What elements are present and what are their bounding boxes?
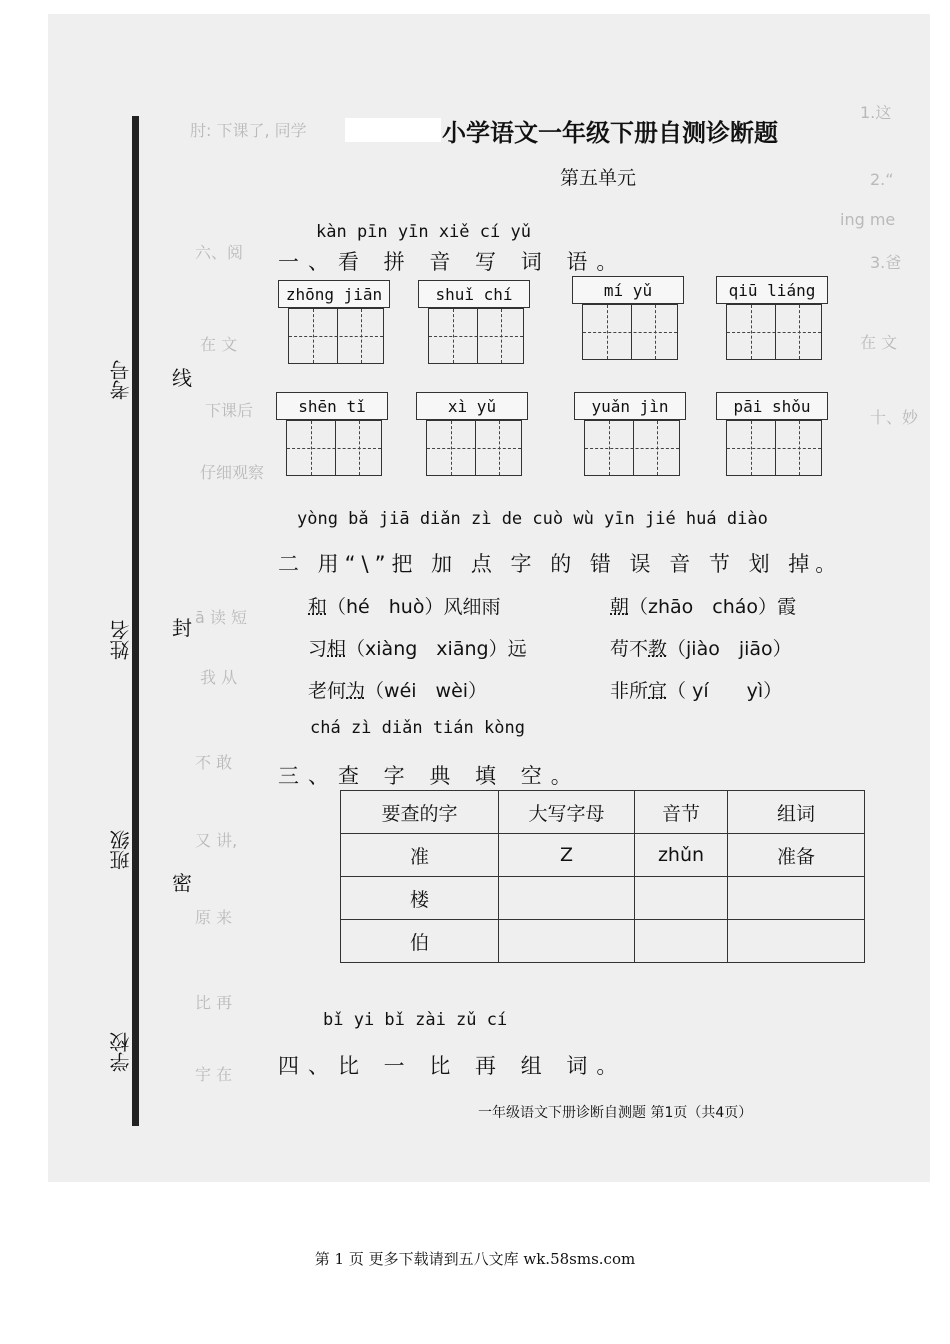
cell-guide [585, 448, 679, 449]
section2-pinyin: yòng bǎ jiā diǎn zì de cuò wù yīn jié huá diào [297, 509, 768, 529]
writing-cells[interactable] [426, 420, 522, 476]
download-footer: 第 1 页 更多下载请到五八文库 wk.58sms.com [314, 1250, 636, 1268]
table-row [341, 834, 865, 877]
school-label: 学校 [109, 1032, 133, 1072]
writing-cells[interactable] [286, 420, 382, 476]
pinyin-label: qiū liáng [716, 276, 828, 304]
dictionary-table [340, 790, 865, 963]
question-item[interactable]: 非所宜（ yí yì） [610, 680, 783, 702]
inner-page-footer: 一年级语文下册诊断自测题 第1页（共4页） [478, 1105, 753, 1121]
page-title: 小学语文一年级下册自测诊断题 [442, 119, 778, 147]
table-row [341, 920, 865, 963]
pinyin-label: yuǎn jìn [574, 392, 686, 420]
pinyin-box[interactable] [418, 280, 530, 368]
table-cell: 准 [341, 834, 499, 877]
question-item[interactable]: 老何为（wéi wèi） [308, 680, 488, 702]
school-field[interactable] [106, 1032, 135, 1072]
column-header: 组词 [728, 791, 865, 834]
writing-cells[interactable] [584, 420, 680, 476]
writing-cells[interactable] [726, 304, 822, 360]
writing-cells[interactable] [726, 420, 822, 476]
name-label: 姓名 [109, 620, 133, 660]
table-cell[interactable] [499, 877, 635, 920]
table-cell[interactable] [635, 920, 728, 963]
section3-heading: 三、查 字 典 填 空。 [278, 764, 581, 788]
column-header: 大写字母 [499, 791, 635, 834]
table-cell[interactable] [499, 920, 635, 963]
pinyin-label: shēn tǐ [276, 392, 388, 420]
pinyin-box[interactable] [278, 280, 390, 368]
section4-heading: 四、比 一 比 再 组 词。 [278, 1054, 627, 1078]
column-header: 要查的字 [341, 791, 499, 834]
question-item[interactable]: 和（hé huò）风细雨 [308, 596, 501, 618]
side-label-feng: 封 [172, 610, 192, 643]
pinyin-label: shuǐ chí [418, 280, 530, 308]
section2-heading: 二 用“\”把 加 点 字 的 错 误 音 节 划 掉。 [278, 552, 843, 576]
table-cell[interactable]: zhǔn [635, 834, 728, 877]
class-label: 班级 [109, 830, 133, 870]
section1-heading: 一、看 拼 音 写 词 语。 [278, 250, 627, 274]
section3-pinyin: chá zì diǎn tián kòng [310, 718, 525, 738]
writing-cells[interactable] [428, 308, 524, 364]
table-cell[interactable] [635, 877, 728, 920]
unit-label: 第五单元 [560, 167, 637, 189]
table-cell[interactable] [728, 920, 865, 963]
question-item[interactable]: 苟不教（jiào jiāo） [610, 638, 792, 660]
pinyin-label: mí yǔ [572, 276, 684, 304]
pinyin-box[interactable] [716, 392, 828, 480]
writing-cells[interactable] [288, 308, 384, 364]
table-cell[interactable]: 准备 [728, 834, 865, 877]
writing-cells[interactable] [582, 304, 678, 360]
section1-pinyin: kàn pīn yīn xiě cí yǔ [316, 222, 531, 242]
cell-guide [427, 448, 521, 449]
side-label-xian: 线 [172, 360, 192, 393]
name-field[interactable] [106, 620, 135, 660]
redaction-block [345, 118, 441, 142]
pinyin-label: zhōng jiān [278, 280, 390, 308]
cell-guide [429, 336, 523, 337]
table-cell: 楼 [341, 877, 499, 920]
class-field[interactable] [106, 830, 135, 870]
cell-guide [289, 336, 383, 337]
pinyin-label: pāi shǒu [716, 392, 828, 420]
pinyin-label: xì yǔ [416, 392, 528, 420]
table-header-row [341, 791, 865, 834]
table-row [341, 877, 865, 920]
exam-number-field[interactable] [106, 360, 135, 400]
table-cell[interactable] [728, 877, 865, 920]
question-item[interactable]: 习相（xiàng xiāng）远 [308, 638, 527, 660]
pinyin-box[interactable] [572, 276, 684, 364]
table-cell: 伯 [341, 920, 499, 963]
side-label-mi: 密 [172, 865, 192, 898]
pinyin-box[interactable] [716, 276, 828, 364]
cell-guide [727, 448, 821, 449]
pinyin-box[interactable] [574, 392, 686, 480]
pinyin-box[interactable] [416, 392, 528, 480]
section4-pinyin: bǐ yi bǐ zài zǔ cí [323, 1010, 508, 1030]
question-item[interactable]: 朝（zhāo cháo）霞 [610, 596, 797, 618]
cell-guide [287, 448, 381, 449]
cell-guide [727, 332, 821, 333]
exam-number-label: 考号 [109, 360, 133, 400]
table-cell[interactable]: Z [499, 834, 635, 877]
cell-guide [583, 332, 677, 333]
pinyin-box[interactable] [276, 392, 388, 480]
column-header: 音节 [635, 791, 728, 834]
